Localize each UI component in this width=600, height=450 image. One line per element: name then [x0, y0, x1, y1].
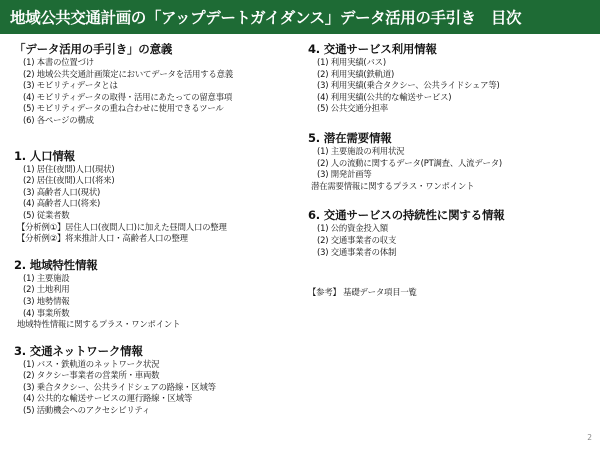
toc-item[interactable]: (1) 本書の位置づけ	[23, 57, 94, 67]
toc-extra-item[interactable]: 潜在需要情報に関するプラス・ワンポイント	[311, 180, 475, 191]
toc-item[interactable]: (3) 開発計画等	[317, 169, 372, 180]
toc-section	[308, 131, 588, 192]
toc-right-column	[308, 42, 588, 298]
toc-item[interactable]: (3) 地勢情報	[23, 295, 70, 306]
toc-extra-item[interactable]: 【分析例②】将来推計人口・高齢者人口の整理	[17, 233, 188, 244]
toc-item[interactable]: (2) 土地利用	[23, 284, 70, 295]
section-title[interactable]: 4. 交通サービス利用情報	[308, 42, 437, 56]
toc-item[interactable]: (1) 公的資金投入額	[317, 223, 388, 234]
toc-item[interactable]: (4) 利用実績(公共的な輸送サービス)	[317, 91, 452, 102]
toc-item[interactable]: (5) 公共交通分担率	[317, 103, 388, 114]
toc-item[interactable]: (2) 居住(夜間)人口(将来)	[23, 175, 115, 186]
toc-item[interactable]: (4) 高齢者人口(将来)	[23, 198, 101, 209]
title-bar	[0, 0, 600, 34]
toc-section	[14, 42, 294, 127]
toc-item[interactable]: (2) 利用実績(鉄軌道)	[317, 68, 395, 79]
toc-item[interactable]: (1) 主要施設	[23, 272, 70, 283]
reference-link[interactable]: 【参考】 基礎データ項目一覧	[308, 287, 417, 298]
toc-item[interactable]: (6) 各ページの構成	[23, 114, 94, 125]
toc-item[interactable]: (5) 従業者数	[23, 209, 70, 220]
toc-extra-item[interactable]: 【分析例①】居住人口(夜間人口)に加えた昼間人口の整理	[17, 221, 227, 232]
toc-left-column	[14, 42, 294, 427]
toc-item[interactable]: (2) 交通事業者の収支	[317, 234, 397, 245]
section-title[interactable]: 「データ活用の手引き」の意義	[14, 42, 173, 56]
section-title[interactable]: 1. 人口情報	[14, 148, 75, 163]
toc-item[interactable]: (4) 公共的な輸送サービスの運行路線・区域等	[23, 393, 193, 404]
toc-section	[308, 208, 588, 258]
toc-extra-item[interactable]: 地域特性情報に関するプラス・ワンポイント	[17, 319, 181, 330]
toc-section	[14, 149, 294, 245]
toc-item[interactable]: (3) 利用実績(乗合タクシー、公共ライドシェア等)	[317, 80, 500, 91]
toc-item[interactable]: (5) 活動機会へのアクセシビリティ	[23, 405, 151, 416]
section-title[interactable]: 6. 交通サービスの持続性に関する情報	[308, 208, 505, 223]
toc-item[interactable]: (1) 主要施設の利用状況	[317, 145, 405, 156]
toc-item[interactable]: (3) 乗合タクシー、公共ライドシェアの路線・区域等	[23, 381, 216, 392]
toc-item[interactable]: (2) タクシー事業者の営業所・車両数	[23, 370, 160, 381]
toc-item[interactable]: (5) モビリティデータの重ね合わせに使用できるツール	[23, 103, 224, 114]
toc-item[interactable]: (1) 居住(夜間)人口(現状)	[23, 163, 115, 174]
toc-section	[14, 258, 294, 331]
toc-item[interactable]: (2) 人の流動に関するデータ(PT調査、人流データ)	[317, 157, 502, 168]
toc-item[interactable]: (3) モビリティデータとは	[23, 80, 118, 91]
section-title[interactable]: 5. 潜在需要情報	[308, 130, 392, 145]
toc-item[interactable]: (1) 利用実績(バス)	[317, 57, 386, 67]
toc-section	[308, 42, 588, 115]
page-number: 2	[587, 433, 592, 442]
toc-item[interactable]: (4) 事業所数	[23, 307, 70, 318]
section-title[interactable]: 3. 交通ネットワーク情報	[14, 343, 143, 358]
page-title: 地域公共交通計画の「アップデートガイダンス」データ活用の手引き 目次	[10, 9, 522, 27]
toc-section	[14, 344, 294, 417]
toc-item[interactable]: (3) 交通事業者の体制	[317, 246, 397, 257]
section-title[interactable]: 2. 地域特性情報	[14, 257, 98, 272]
toc-item[interactable]: (1) バス・鉄軌道のネットワーク状況	[23, 358, 160, 369]
toc-item[interactable]: (2) 地域公共交通計画策定においてデータを活用する意義	[23, 68, 233, 79]
toc-item[interactable]: (3) 高齢者人口(現状)	[23, 186, 101, 197]
toc-item[interactable]: (4) モビリティデータの取得・活用にあたっての留意事項	[23, 91, 233, 102]
